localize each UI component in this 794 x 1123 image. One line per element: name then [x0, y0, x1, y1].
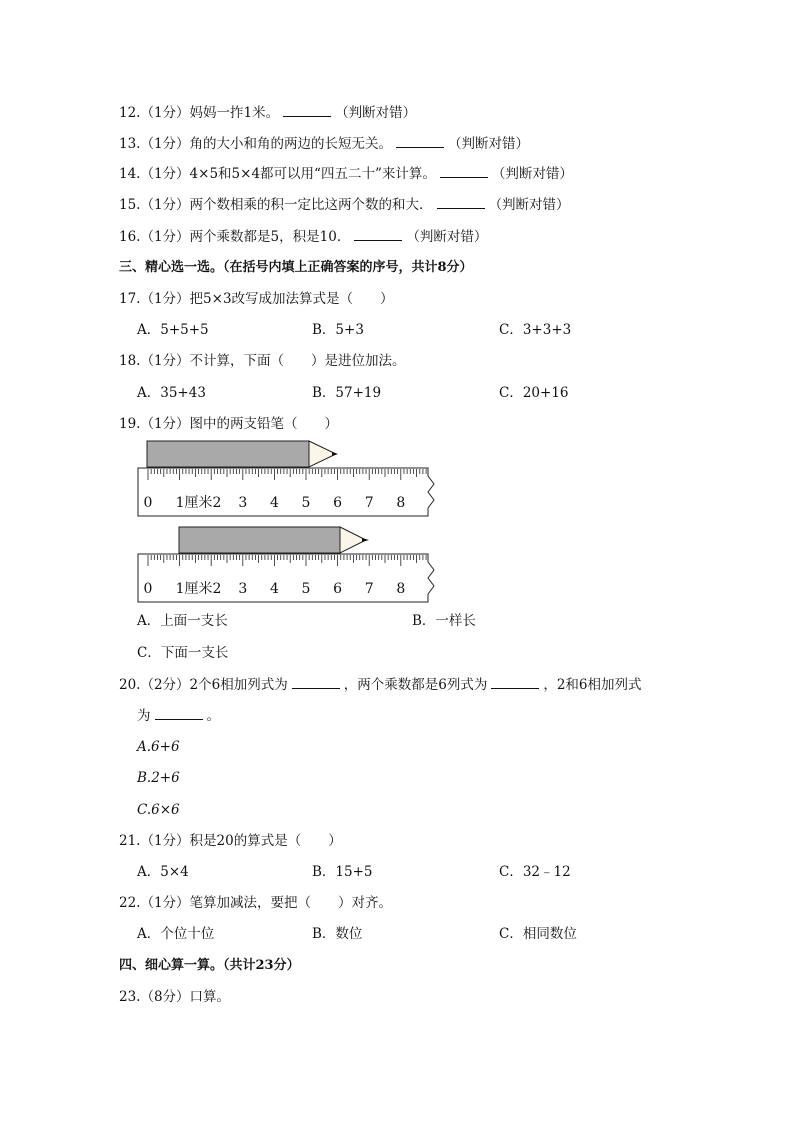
- question-text: 为: [137, 708, 151, 724]
- pencil-icon: [179, 527, 369, 553]
- ruler-tick-label: 6: [333, 581, 343, 597]
- section-heading-3: 三、精心选一选。（在括号内填上正确答案的序号，共计8分）: [119, 260, 473, 275]
- option-c[interactable]: C．20+16: [499, 385, 569, 401]
- ruler-tick-label: 8: [396, 495, 406, 511]
- question-text: 12.（1分）妈妈一拃1米。: [119, 105, 280, 121]
- question-suffix: （判断对错）: [491, 166, 573, 182]
- question-text: 15.（1分）两个数相乘的积一定比这两个数的和大．: [119, 197, 433, 213]
- answer-blank[interactable]: [283, 104, 331, 117]
- question-suffix: （判断对错）: [448, 136, 530, 152]
- question-text: 。: [206, 708, 220, 724]
- option-b[interactable]: B．57+19: [312, 385, 382, 401]
- question-suffix: （判断对错）: [488, 197, 570, 213]
- question-22: 22.（1分）笔算加减法，要把（ ）对齐。: [119, 895, 393, 911]
- option-c[interactable]: C．3+3+3: [499, 322, 572, 338]
- answer-blank[interactable]: [292, 676, 340, 689]
- question-text: ，2和6相加列式: [543, 677, 642, 693]
- answer-blank[interactable]: [491, 676, 539, 689]
- option-b[interactable]: B.2+6: [137, 770, 180, 786]
- question-text: 20.（2分）2个6相加列式为: [119, 677, 288, 693]
- ruler-tick-label: 0: [143, 495, 153, 511]
- option-a[interactable]: A．个位十位: [137, 926, 215, 942]
- question-suffix: （判断对错）: [335, 105, 417, 121]
- question-14: [119, 165, 573, 183]
- question-12: [119, 104, 416, 122]
- option-a[interactable]: A．上面一支长: [137, 613, 228, 629]
- question-20: [119, 676, 642, 694]
- option-b[interactable]: B．一样长: [412, 613, 476, 629]
- ruler-tick-label: 1厘米2: [175, 581, 222, 597]
- ruler-tick-label: 0: [143, 581, 153, 597]
- question-suffix: （判断对错）: [406, 229, 488, 245]
- question-text: 13.（1分）角的大小和角的两边的长短无关。: [119, 136, 393, 152]
- ruler-tick-label: 4: [269, 495, 279, 511]
- question-23: 23.（8分）口算。: [119, 989, 231, 1005]
- ruler-tick-label: 7: [364, 495, 374, 511]
- option-b[interactable]: B．数位: [312, 926, 363, 942]
- pencil-ruler-figure: [136, 438, 440, 606]
- ruler-top: [138, 468, 434, 516]
- ruler-tick-label: 8: [396, 581, 406, 597]
- question-17: 17.（1分）把5×3改写成加法算式是（ ）: [119, 291, 394, 307]
- ruler-tick-label: 3: [238, 581, 248, 597]
- ruler-tick-label: 3: [238, 495, 248, 511]
- answer-blank[interactable]: [437, 196, 485, 209]
- option-c[interactable]: C.6×6: [137, 802, 180, 818]
- answer-blank[interactable]: [354, 228, 402, 241]
- ruler-tick-label: 7: [364, 581, 374, 597]
- question-text: ，两个乘数都是6列式为: [343, 677, 488, 693]
- option-a[interactable]: A.6+6: [137, 739, 180, 755]
- option-c[interactable]: C．下面一支长: [137, 645, 229, 661]
- pencil-icon: [147, 441, 338, 467]
- question-18: 18.（1分）不计算，下面（ ）是进位加法。: [119, 353, 406, 369]
- question-text: 14.（1分）4×5和5×4都可以用“四五二十”来计算。: [119, 166, 436, 182]
- ruler-tick-label: 6: [333, 495, 343, 511]
- section-heading-4: 四、细心算一算。（共计23分）: [119, 958, 300, 973]
- ruler-tick-label: 5: [301, 495, 311, 511]
- option-b[interactable]: B．15+5: [312, 864, 373, 880]
- ruler-bottom: [138, 554, 434, 602]
- question-16: [119, 228, 487, 246]
- question-20-cont: [137, 707, 220, 725]
- answer-blank[interactable]: [396, 135, 444, 148]
- option-b[interactable]: B．5+3: [312, 322, 364, 338]
- ruler-tick-label: 5: [301, 581, 311, 597]
- option-c[interactable]: C．32﹣12: [499, 864, 571, 880]
- question-19: 19.（1分）图中的两支铅笔（ ）: [119, 416, 339, 432]
- question-13: [119, 135, 529, 153]
- option-a[interactable]: A．5×4: [137, 864, 189, 880]
- question-21: 21.（1分）积是20的算式是（ ）: [119, 833, 342, 849]
- question-15: [119, 196, 570, 214]
- question-text: 16.（1分）两个乘数都是5，积是10．: [119, 229, 351, 245]
- answer-blank[interactable]: [440, 165, 488, 178]
- ruler-tick-label: 4: [269, 581, 279, 597]
- option-c[interactable]: C．相同数位: [499, 926, 577, 942]
- ruler-tick-label: 1厘米2: [175, 495, 222, 511]
- option-a[interactable]: A．5+5+5: [137, 322, 209, 338]
- option-a[interactable]: A．35+43: [137, 385, 206, 401]
- answer-blank[interactable]: [155, 707, 203, 720]
